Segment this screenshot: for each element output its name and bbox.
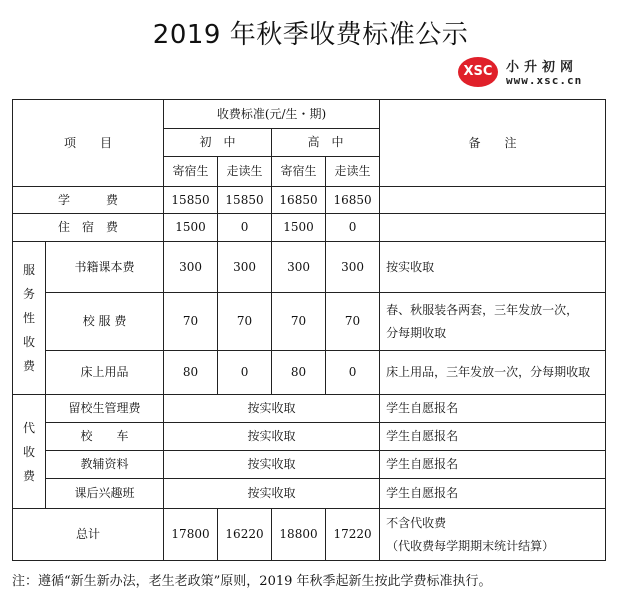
group-char: 收 [22, 444, 35, 459]
group-char: 服 [22, 263, 35, 277]
cell-value: 0 [218, 214, 272, 242]
group-char: 代 [22, 420, 35, 435]
group-char: 务 [22, 287, 35, 301]
cell-value: 300 [326, 242, 380, 293]
cell-value: 70 [326, 293, 380, 351]
header-item: 项 目 [13, 100, 164, 187]
group-label-agency [13, 395, 46, 509]
cell-value: 按实收取 [164, 395, 380, 423]
cell-value: 300 [272, 242, 326, 293]
header-junior: 初 中 [164, 129, 272, 157]
cell-remark: 学生自愿报名 [380, 395, 606, 423]
row-label: 住 宿 费 [13, 214, 164, 242]
row-label: 书籍课本费 [46, 242, 164, 293]
cell-remark [380, 214, 606, 242]
cell-value: 15850 [218, 187, 272, 214]
cell-remark: 学生自愿报名 [380, 479, 606, 509]
table-row-materials [13, 451, 606, 479]
cell-value: 70 [272, 293, 326, 351]
cell-value: 按实收取 [164, 479, 380, 509]
table-row-total [13, 509, 606, 561]
row-label: 学 费 [13, 187, 164, 214]
cell-value: 1500 [164, 214, 218, 242]
cell-value: 80 [272, 351, 326, 395]
group-char: 性 [22, 311, 35, 325]
cell-remark: 按实收取 [380, 242, 606, 293]
cell-remark [380, 509, 606, 561]
cell-value: 按实收取 [164, 451, 380, 479]
cell-value: 16850 [272, 187, 326, 214]
remark-line: 分每期收取 [386, 325, 447, 340]
header-senior-boarding: 寄宿生 [272, 157, 326, 187]
group-char: 收 [22, 335, 35, 349]
row-label: 教辅资料 [46, 451, 164, 479]
fee-table [12, 99, 606, 561]
group-char: 费 [22, 359, 35, 373]
site-logo[interactable] [458, 55, 616, 91]
cell-value: 0 [326, 214, 380, 242]
cell-remark [380, 187, 606, 214]
table-row-bedding [13, 351, 606, 395]
row-label: 留校生管理费 [46, 395, 164, 423]
cell-value: 18800 [272, 509, 326, 561]
logo-site-url: www.xsc.cn [506, 74, 583, 87]
header-remark: 备 注 [380, 100, 606, 187]
header-fee-standard: 收费标准(元/生・期) [164, 100, 380, 129]
cell-value: 0 [326, 351, 380, 395]
table-row-interest-class [13, 479, 606, 509]
logo-site-name: 小升初网 [506, 60, 579, 75]
row-label: 床上用品 [46, 351, 164, 395]
cell-value: 300 [218, 242, 272, 293]
cell-remark: 床上用品，三年发放一次，分每期收取 [380, 351, 606, 395]
header-junior-boarding: 寄宿生 [164, 157, 218, 187]
table-row-uniform [13, 293, 606, 351]
cell-value: 0 [218, 351, 272, 395]
row-label: 校 服 费 [46, 293, 164, 351]
logo-badge: XSC [458, 57, 498, 87]
cell-value: 70 [164, 293, 218, 351]
cell-value: 70 [218, 293, 272, 351]
cell-value: 17220 [326, 509, 380, 561]
cell-value: 15850 [164, 187, 218, 214]
header-junior-day: 走读生 [218, 157, 272, 187]
row-label: 校 车 [46, 423, 164, 451]
table-row-books [13, 242, 606, 293]
group-char: 费 [22, 468, 35, 483]
header-senior: 高 中 [272, 129, 380, 157]
header-senior-day: 走读生 [326, 157, 380, 187]
table-row-tuition [13, 187, 606, 214]
cell-value: 16220 [218, 509, 272, 561]
cell-value: 16850 [326, 187, 380, 214]
cell-value: 按实收取 [164, 423, 380, 451]
cell-remark: 学生自愿报名 [380, 423, 606, 451]
row-label: 课后兴趣班 [46, 479, 164, 509]
cell-value: 300 [164, 242, 218, 293]
cell-value: 17800 [164, 509, 218, 561]
cell-value: 1500 [272, 214, 326, 242]
cell-value: 80 [164, 351, 218, 395]
group-label-service [13, 242, 46, 395]
table-row-school-bus [13, 423, 606, 451]
cell-remark [380, 293, 606, 351]
remark-line: 春、秋服装各两套，三年发放一次， [386, 302, 579, 317]
row-label-total: 总计 [13, 509, 164, 561]
remark-line: （代收费每学期期末统计结算） [386, 538, 555, 553]
table-row-afterschool-care [13, 395, 606, 423]
table-row-lodging [13, 214, 606, 242]
footnote: 注：遵循“新生新办法，老生老政策”原则，2019 年秋季起新生按此学费标准执行。 [12, 574, 492, 589]
cell-remark: 学生自愿报名 [380, 451, 606, 479]
remark-line: 不含代收费 [386, 515, 447, 530]
page-title: 2019 年秋季收费标准公示 [152, 20, 469, 50]
